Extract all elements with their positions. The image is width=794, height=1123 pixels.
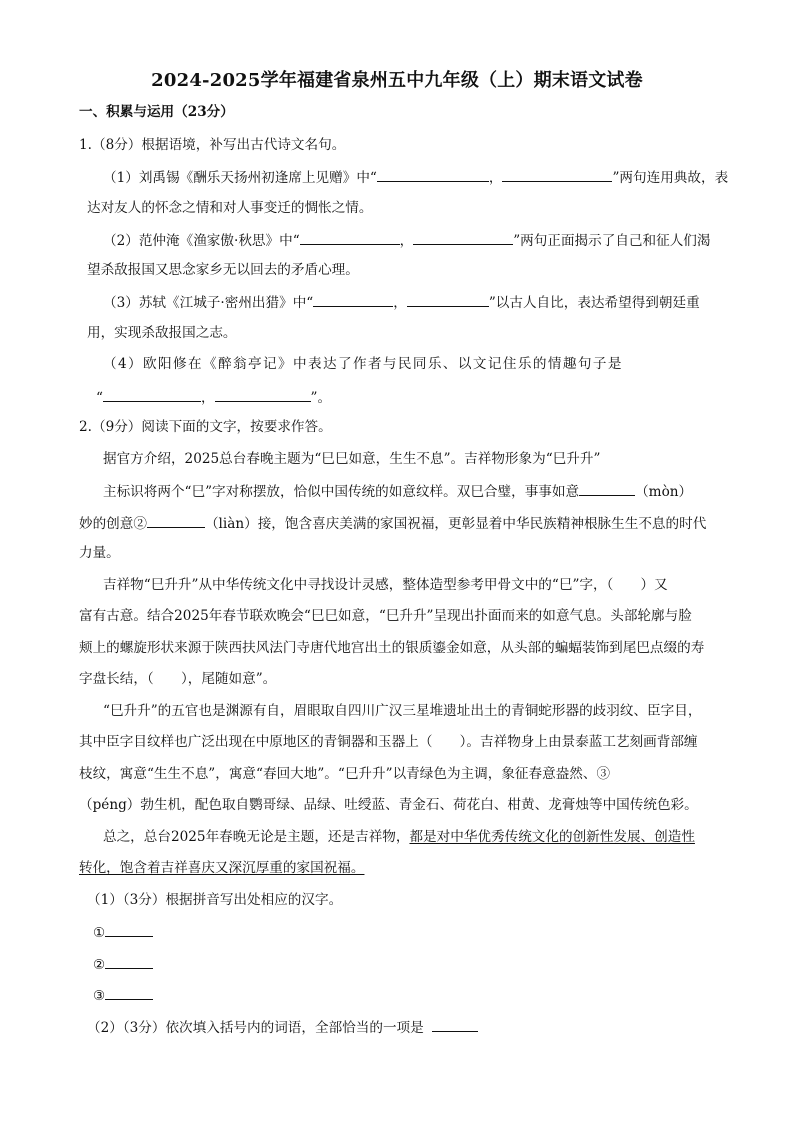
- answer-blank[interactable]: [105, 954, 153, 969]
- answer-blank[interactable]: [579, 481, 635, 496]
- passage-paragraph-3: 吉祥物“巳升升”从中华传统文化中寻找设计灵感，整体造型参考甲骨文中的“巳”字，（ ）又: [103, 577, 668, 593]
- passage-paragraph-4-line-3: 枝纹，寓意“生生不息”，寓意“春回大地”。“巳升升”以青绿色为主调，象征春意盎然、③: [79, 766, 611, 782]
- question-1-part-1-cont: 达对友人的怀念之情和对人事变迁的惆怅之情。: [87, 200, 373, 216]
- page-title: 2024-2025学年福建省泉州五中九年级（上）期末语文试卷: [151, 70, 643, 91]
- sub-question-1: （1）（3分）根据拼音写出处相应的汉字。: [87, 892, 343, 908]
- answer-blank[interactable]: [313, 292, 393, 307]
- passage-paragraph-3-line-3: 颊上的螺旋形状来源于陕西扶风法门寺唐代地宫出土的银质鎏金如意，从头部的蝙蝠装饰到尾巴点缀的寿: [79, 640, 705, 656]
- passage-paragraph-5: 总之，总台2025年春晚无论是主题，还是吉祥物，都是对中华优秀传统文化的创新性发展、创造性: [103, 829, 695, 845]
- answer-line-1: ①: [93, 922, 153, 942]
- sub-question-2: （2）（3分）依次填入括号内的词语，全部恰当的一项是: [87, 1017, 478, 1037]
- passage-paragraph-5-line-2: [79, 859, 364, 877]
- underlined-sentence: 转化，饱含着吉祥喜庆又深沉厚重的家国祝福。: [79, 860, 365, 876]
- passage-paragraph-1: 据官方介绍，2025总台春晚主题为“巳巳如意，生生不息”。吉祥物形象为“巳升升”: [103, 451, 601, 467]
- passage-paragraph-4-line-2: 其中臣字目纹样也广泛出现在中原地区的青铜器和玉器上（ ）。吉祥物身上由景泰蓝工艺刻画背部缠: [79, 734, 698, 750]
- answer-line-3: ③: [93, 985, 153, 1005]
- question-1-part-3-cont: 用，实现杀敌报国之志。: [87, 325, 237, 341]
- section-heading: 一、积累与运用（23分）: [79, 104, 234, 120]
- question-1-part-4: （4）欧阳修在《醉翁亭记》中表达了作者与民同乐、以文记住乐的情趣句子是: [103, 356, 623, 372]
- underlined-sentence: 都是对中华优秀传统文化的创新性发展、创造性: [409, 829, 695, 845]
- passage-paragraph-3-line-2: 富有古意。结合2025年春节联欢晚会“巳巳如意，“巳升升”呈现出扑面而来的如意气息。头部轮廓与脸: [79, 608, 692, 624]
- answer-blank[interactable]: [105, 922, 153, 937]
- question-1-part-2-cont: 望杀敌报国又思念家乡无以回去的矛盾心理。: [87, 262, 359, 278]
- passage-paragraph-2: 主标识将两个“巳”字对称摆放，恰似中国传统的如意纹样。双巳合璧，事事如意 （mòn）: [103, 481, 692, 501]
- answer-blank[interactable]: [432, 1017, 478, 1032]
- answer-blank[interactable]: [103, 387, 201, 402]
- question-1-part-2: （2）范仲淹《渔家傲·秋思》中“ ， ”两句正面揭示了自己和征人们渴: [103, 230, 711, 250]
- answer-blank[interactable]: [105, 985, 153, 1000]
- answer-blank[interactable]: [377, 167, 489, 182]
- answer-line-2: ②: [93, 954, 153, 974]
- passage-paragraph-2-line-3: 力量。: [79, 545, 120, 561]
- question-1-stem: 1.（8分）根据语境，补写出古代诗文名句。: [79, 137, 346, 153]
- answer-blank[interactable]: [407, 292, 489, 307]
- question-1-part-4-cont: “ ， ”。: [96, 387, 331, 407]
- answer-blank[interactable]: [413, 230, 513, 245]
- answer-blank[interactable]: [502, 167, 612, 182]
- answer-blank[interactable]: [147, 513, 205, 528]
- passage-paragraph-4: “巳升升”的五官也是渊源有自，眉眼取自四川广汉三星堆遗址出土的青铜蛇形器的歧羽纹、臣字目，: [103, 703, 702, 719]
- passage-paragraph-4-line-4: （péng）勃生机，配色取自鹦哥绿、品绿、吐绶蓝、青金石、荷花白、柑黄、龙膏烛等中国传统色彩。: [79, 797, 698, 813]
- question-1-part-3: （3）苏轼《江城子·密州出猎》中“ ， ”以古人自比，表达希望得到朝廷重: [103, 292, 700, 312]
- answer-blank[interactable]: [300, 230, 400, 245]
- passage-paragraph-2-line-2: 妙的创意② （liàn）接，饱含喜庆美满的家国祝福，更彰显着中华民族精神根脉生生不息的时代: [79, 513, 706, 533]
- question-2-stem: 2.（9分）阅读下面的文字，按要求作答。: [79, 419, 332, 435]
- answer-blank[interactable]: [215, 387, 311, 402]
- passage-paragraph-3-line-4: 字盘长结，（ ），尾随如意”。: [79, 671, 277, 687]
- question-1-part-1: （1）刘禹锡《酬乐天扬州初逢席上见赠》中“ ， ”两句连用典故，表: [103, 167, 728, 187]
